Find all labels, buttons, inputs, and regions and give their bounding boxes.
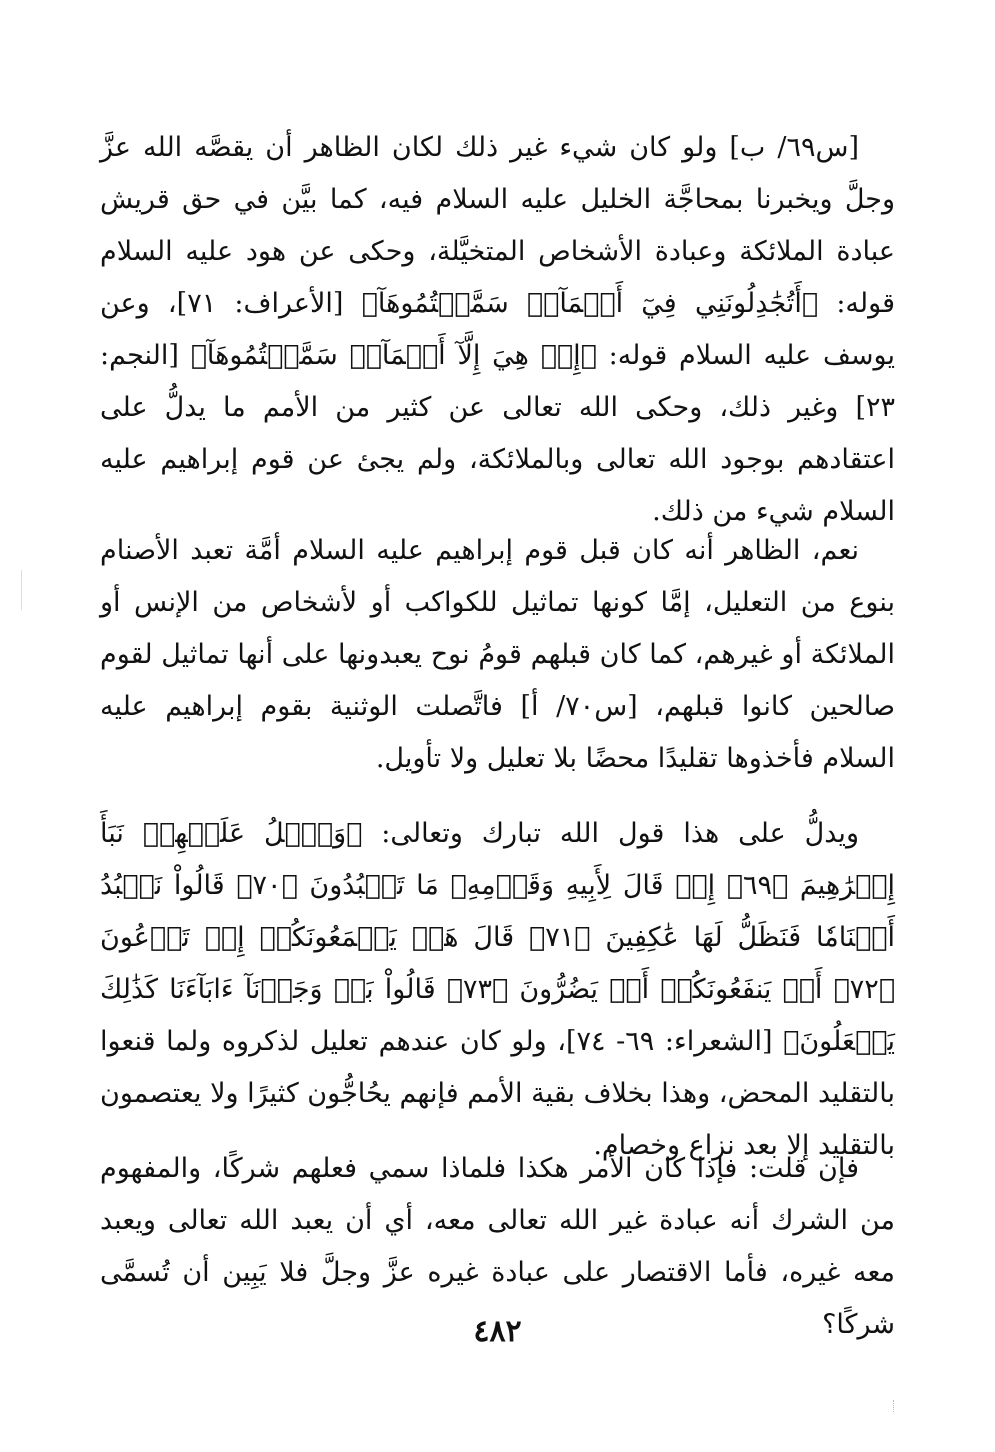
paragraph-text: نعم، الظاهر أنه كان قبل قوم إبراهيم عليه السلام أمَّة تعبد الأصنام بنوع من التعليل، إمَّا كونها تماثيل للكواكب أو لأشخاص من الإنس أو الملائكة أو غيرهم، كما كان قبلهم قومُ نوح يعبدونها على أنها تماثيل لقوم صالحين كانوا قبلهم، [س٧٠/ أ] فاتَّصلت الوثنية بقوم إبراهيم عليه السلام فأخذوها تقليدًا محضًا بلا تعليل ولا تأويل. [100, 535, 895, 774]
page-number: ٤٨٢ [473, 1314, 522, 1349]
margin-mark [893, 1400, 897, 1412]
paragraph-2 [100, 525, 895, 785]
paragraph-1 [100, 122, 895, 538]
paragraph-text: ويدلُّ على هذا قول الله تبارك وتعالى: ﴿وَٱتۡلُ عَلَيۡهِمۡ نَبَأَ إِبۡرَٰهِيمَ ﴿٦٩﴾ إِذۡ قَالَ لِأَبِيهِ وَقَوۡمِهِۦ مَا تَعۡبُدُونَ ﴿٧٠﴾ قَالُواْ نَعۡبُدُ أَصۡنَامٗا فَنَظَلُّ لَهَا عَٰكِفِينَ ﴿٧١﴾ قَالَ هَلۡ يَسۡمَعُونَكُمۡ إِذۡ تَدۡعُونَ ﴿٧٢﴾ أَوۡ يَنفَعُونَكُمۡ أَوۡ يَضُرُّونَ ﴿٧٣﴾ قَالُواْ بَلۡ وَجَدۡنَآ ءَابَآءَنَا كَذَٰلِكَ يَفۡعَلُونَ﴾ [الشعراء: ٦٩- ٧٤]، ولو كان عندهم تعليل لذكروه ولما قنعوا بالتقليد المحض، وهذا بخلاف بقية الأمم فإنهم يحُاجُّون كثيرًا ولا يعتصمون بالتقليد إلا بعد نزاع وخصام. [100, 818, 896, 1161]
paragraph-text: [س٦٩/ ب] ولو كان شيء غير ذلك لكان الظاهر أن يقصَّه الله عزَّ وجلَّ ويخبرنا بمحاجَّة الخليل عليه السلام فيه، كما بيَّن في حق قريش عبادة الملائكة وعبادة الأشخاص المتخيَّلة، وحكى عن هود عليه السلام قوله: ﴿أَتُجَٰدِلُونَنِي فِيٓ أَسۡمَآءٖ سَمَّيۡتُمُوهَآ﴾ [الأعراف: ٧١]، وعن يوسف عليه السلام قوله: ﴿إِنۡ هِيَ إِلَّآ أَسۡمَآءٞ سَمَّيۡتُمُوهَآ﴾ [النجم: ٢٣] وغير ذلك، وحكى الله تعالى عن كثير من الأمم ما يدلُّ على اعتقادهم بوجود الله تعالى وبالملائكة، ولم يجئ عن قوم إبراهيم عليه السلام شيء من ذلك. [100, 132, 895, 527]
paragraph-text: فإن قلت: فإذا كان الأمر هكذا فلماذا سمي فعلهم شركًا، والمفهوم من الشرك أنه عبادة غير الله تعالى معه، أي أن يعبد الله تعالى ويعبد معه غيره، فأما الاقتصار على عبادة غيره عزَّ وجلَّ فلا يَبِين أن تُسمَّى شركًا؟ [100, 1153, 895, 1340]
scan-edge-mark [21, 570, 22, 610]
paragraph-3 [100, 808, 895, 1172]
